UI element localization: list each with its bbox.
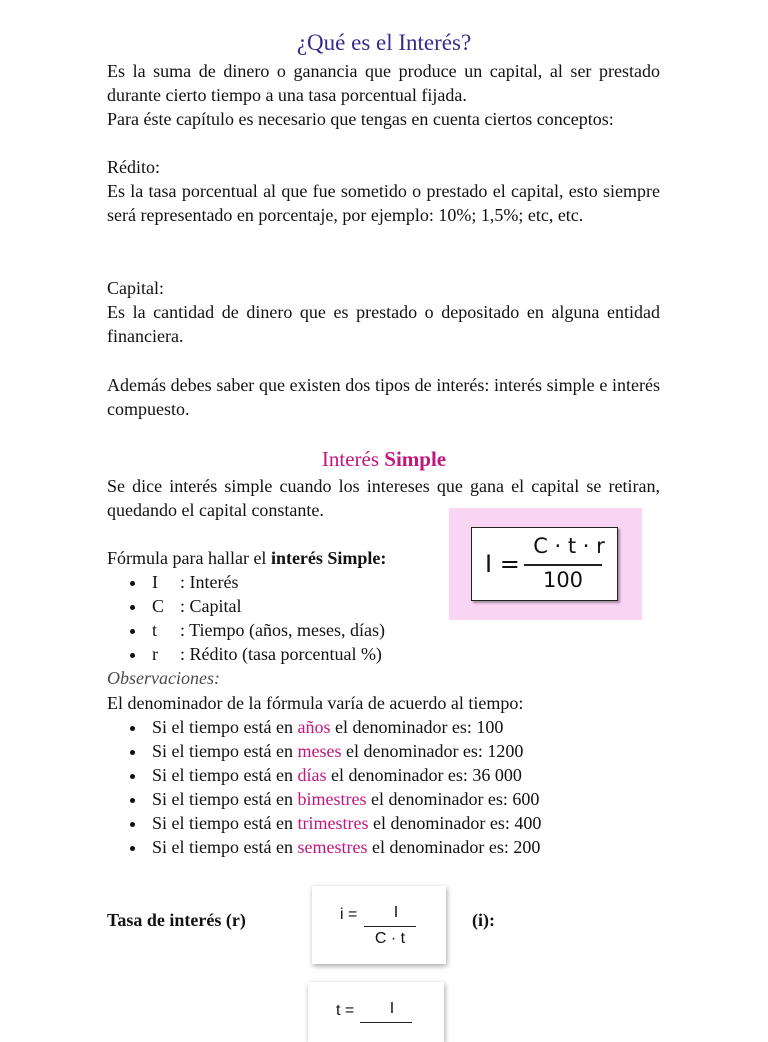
denominator-suffix: el denominador es: 100	[330, 717, 504, 737]
denominator-prefix: Si el tiempo está en	[152, 741, 298, 761]
list-item	[128, 811, 541, 835]
capital-heading: Capital:	[107, 278, 164, 298]
formula-numerator: C · t · r	[533, 534, 605, 558]
variable-desc: : Capital	[180, 596, 242, 616]
rate-formula-card	[312, 886, 446, 964]
list-item	[128, 763, 541, 787]
formula-numerator: I	[393, 904, 399, 921]
rate-symbol-label: (i):	[472, 910, 495, 930]
variable-symbol: I	[152, 572, 158, 592]
formula-intro-prefix: Fórmula para hallar el	[107, 548, 271, 568]
variables-list	[128, 570, 385, 666]
list-item	[128, 594, 385, 618]
denominator-prefix: Si el tiempo está en	[152, 765, 298, 785]
redito-text: Es la tasa porcentual al que fue sometido o prestado el capital, esto siempre será representado en porcentaje, por ejemplo: 10%; 1,5%; etc, etc.	[107, 181, 660, 225]
formula-intro	[107, 546, 386, 570]
denominator-suffix: el denominador es: 1200	[341, 741, 524, 761]
time-unit: meses	[297, 741, 342, 761]
variable-symbol: C	[152, 596, 165, 616]
simple-definition: Se dice interés simple cuando los intereses que gana el capital se retiran, quedando el capital constante.	[107, 476, 660, 520]
fraction-bar	[364, 926, 416, 927]
formula-lhs: i =	[340, 906, 358, 923]
page-title: ¿Qué es el Interés?	[296, 30, 472, 55]
formula-numerator: I	[389, 1000, 395, 1017]
fraction-bar	[524, 564, 602, 566]
variable-symbol: r	[152, 644, 158, 664]
denominator-prefix: Si el tiempo está en	[152, 717, 298, 737]
interest-types-text: Además debes saber que existen dos tipos de interés: interés simple e interés compuesto.	[107, 375, 660, 419]
simple-interest-heading	[0, 447, 768, 472]
time-unit: años	[297, 717, 331, 737]
denominator-suffix: el denominador es: 400	[368, 813, 542, 833]
formula-denominator: 100	[542, 568, 584, 592]
denominator-prefix: Si el tiempo está en	[152, 789, 298, 809]
variable-desc: : Tiempo (años, meses, días)	[180, 620, 385, 640]
time-unit: días	[297, 765, 327, 785]
formula-denominator: C · t	[374, 930, 406, 947]
intro-paragraph: Es la suma de dinero o ganancia que produce un capital, al ser prestado durante cierto tiempo a una tasa porcentual fijada.	[107, 61, 660, 105]
list-item	[128, 570, 385, 594]
formula-lhs: t =	[336, 1002, 355, 1019]
denominator-suffix: el denominador es: 200	[367, 837, 541, 857]
simple-heading-prefix: Interés	[321, 447, 385, 471]
list-item	[128, 835, 541, 859]
observations-label: Observaciones:	[107, 668, 220, 688]
denominator-prefix: Si el tiempo está en	[152, 813, 298, 833]
rate-label: Tasa de interés (r)	[107, 910, 246, 930]
denominators-list	[128, 715, 541, 859]
denominator-suffix: el denominador es: 600	[366, 789, 540, 809]
time-unit: bimestres	[297, 789, 367, 809]
list-item	[128, 618, 385, 642]
variable-desc: : Interés	[180, 572, 239, 592]
list-item	[128, 642, 385, 666]
time-formula-card	[308, 982, 444, 1042]
denominator-intro: El denominador de la fórmula varía de acuerdo al tiempo:	[107, 693, 524, 713]
simple-interest-formula	[471, 527, 618, 601]
time-unit: semestres	[297, 837, 368, 857]
concepts-paragraph: Para éste capítulo es necesario que tengas en cuenta ciertos conceptos:	[107, 109, 614, 129]
time-unit: trimestres	[297, 813, 369, 833]
list-item	[128, 739, 541, 763]
simple-heading-bold: Simple	[384, 447, 447, 471]
denominator-suffix: el denominador es: 36 000	[326, 765, 522, 785]
capital-text: Es la cantidad de dinero que es prestado o depositado en alguna entidad financiera.	[107, 302, 660, 346]
variable-symbol: t	[152, 620, 158, 640]
redito-heading: Rédito:	[107, 157, 160, 177]
formula-intro-bold: interés Simple:	[270, 548, 387, 568]
fraction-bar	[360, 1022, 412, 1023]
list-item	[128, 715, 541, 739]
denominator-prefix: Si el tiempo está en	[152, 837, 298, 857]
variable-desc: : Rédito (tasa porcentual %)	[180, 644, 382, 664]
formula-lhs: I =	[485, 550, 520, 578]
list-item	[128, 787, 541, 811]
